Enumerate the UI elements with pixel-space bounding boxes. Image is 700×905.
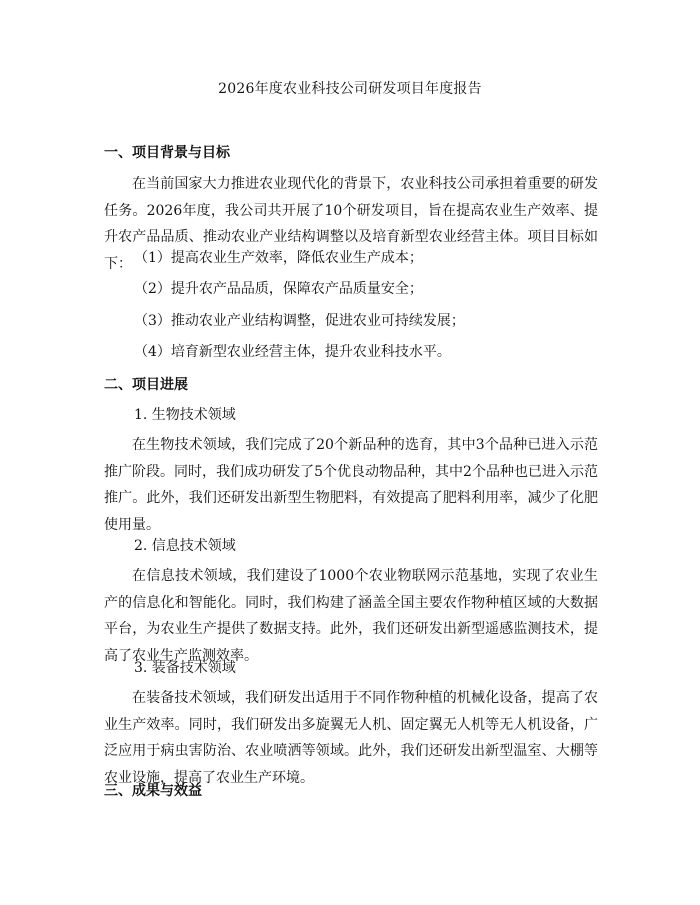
area-title-biotech: 1. 生物技术领域 [134, 407, 236, 423]
area-paragraph-biotech: 在生物技术领域，我们完成了20个新品种的选育，其中3个品种已进入示范推广阶段。同时，我们成功研发了5个优良动物品种，其中2个品种也已进入示范推广。此外，我们还研发出新型生物肥料，有效提高了肥料利用率，减少了化肥使用量。 [104, 437, 598, 533]
goal-item-2: （2）提升农产品品质，保障农产品质量安全； [134, 281, 423, 297]
document-title: 2026年度农业科技公司研发项目年度报告 [218, 81, 482, 97]
section-paragraph-background: 在当前国家大力推进农业现代化的背景下，农业科技公司承担着重要的研发任务。2026年度，我公司共开展了10个研发项目，旨在提高农业生产效率、提升农产品品质、推动农业产业结构调整以及培育新型农业经营主体。项目目标如下： [104, 176, 598, 272]
section-heading-progress: 二、项目进展 [104, 377, 188, 393]
goal-item-1: （1）提高农业生产效率，降低农业生产成本； [134, 250, 423, 266]
area-paragraph-infotech: 在信息技术领域，我们建设了1000个农业物联网示范基地，实现了农业生产的信息化和智能化。同时，我们构建了涵盖全国主要农作物种植区域的大数据平台，为农业生产提供了数据支持。此外，我们还研发出新型遥感监测技术，提高了农业生产监测效率。 [104, 568, 598, 664]
goal-item-4: （4）培育新型农业经营主体，提升农业科技水平。 [134, 344, 451, 360]
section-heading-results: 三、成果与效益 [104, 783, 202, 799]
area-paragraph-equipment: 在装备技术领域，我们研发出适用于不同作物种植的机械化设备，提高了农业生产效率。同时，我们研发出多旋翼无人机、固定翼无人机等无人机设备，广泛应用于病虫害防治、农业喷洒等领域。此外，我们还研发出新型温室、大棚等农业设施，提高了农业生产环境。 [104, 690, 598, 786]
goal-item-3: （3）推动农业产业结构调整，促进农业可持续发展； [134, 313, 465, 329]
area-title-infotech: 2. 信息技术领域 [134, 538, 236, 554]
area-title-equipment: 3. 装备技术领域 [134, 660, 236, 676]
section-heading-background: 一、项目背景与目标 [104, 145, 230, 161]
